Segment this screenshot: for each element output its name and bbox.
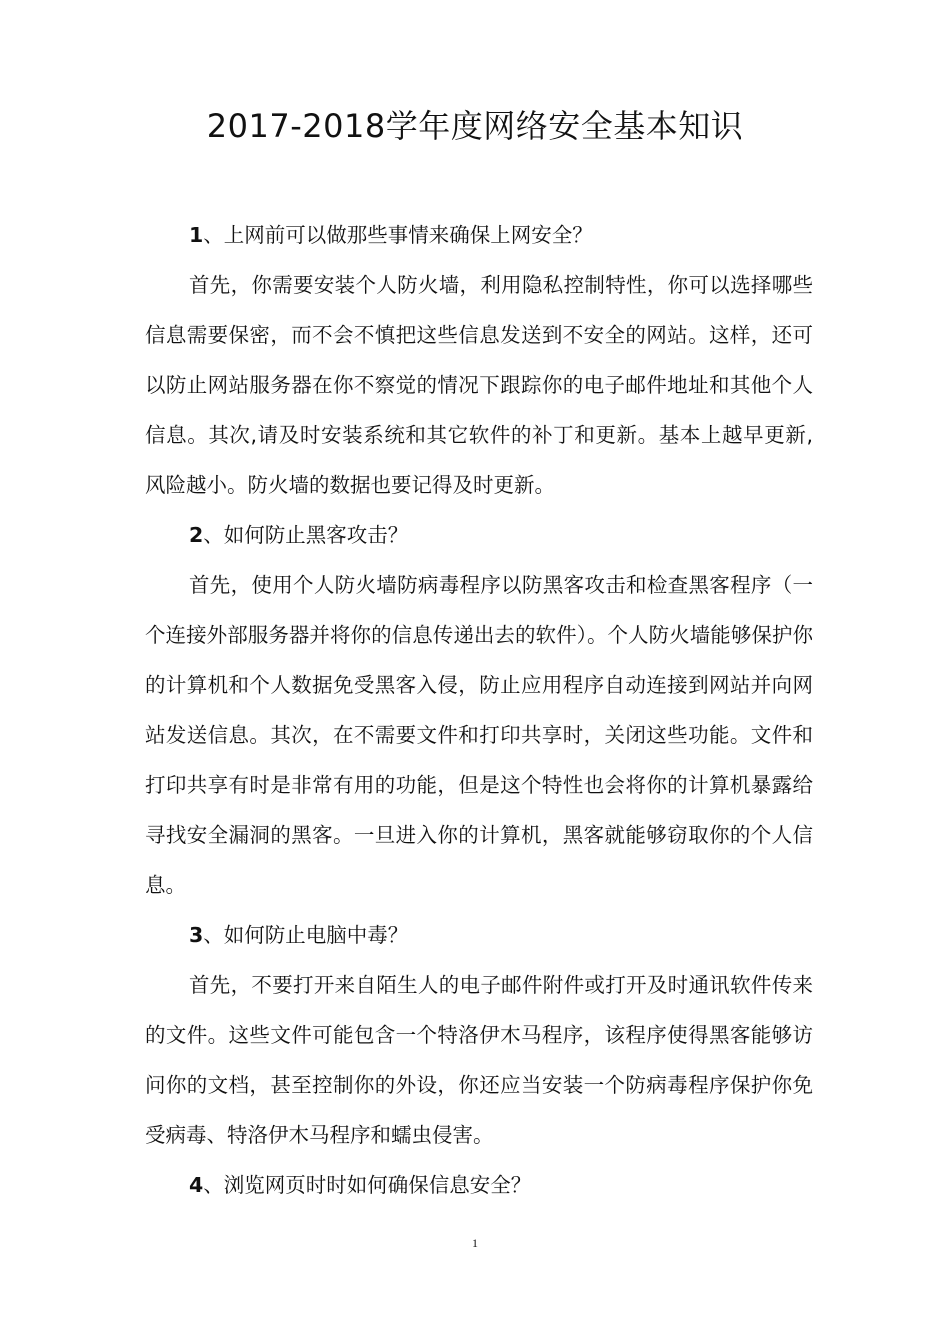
section-4-heading-text: 、浏览网页时时如何确保信息安全？ bbox=[203, 1173, 532, 1197]
page-number: 1 bbox=[472, 1236, 478, 1250]
section-2-heading bbox=[145, 510, 813, 560]
section-1-number: 1 bbox=[189, 223, 204, 247]
section-1-heading-text: 、上网前可以做那些事情来确保上网安全？ bbox=[203, 223, 593, 247]
section-3-number: 3 bbox=[189, 923, 204, 947]
section-4-number: 4 bbox=[189, 1173, 204, 1197]
section-2-paragraph: 首先，使用个人防火墙防病毒程序以防黑客攻击和检查黑客程序（一个连接外部服务器并将你的信息传递出去的软件）。个人防火墙能够保护你的计算机和个人数据免受黑客入侵，防止应用程序自动连接到网站并向网站发送信息。其次，在不需要文件和打印共享时，关闭这些功能。文件和打印共享有时是非常有用的功能，但是这个特性也会将你的计算机暴露给寻找安全漏洞的黑客。一旦进入你的计算机，黑客就能够窃取你的个人信息。 bbox=[145, 573, 813, 897]
section-3-heading bbox=[145, 910, 813, 960]
section-1-paragraph: 首先，你需要安装个人防火墙，利用隐私控制特性，你可以选择哪些信息需要保密，而不会不慎把这些信息发送到不安全的网站。这样，还可以防止网站服务器在你不察觉的情况下跟踪你的电子邮件地址和其他个人信息。其次,请及时安装系统和其它软件的补丁和更新。基本上越早更新,风险越小。防火墙的数据也要记得及时更新。 bbox=[145, 273, 813, 497]
section-2-number: 2 bbox=[189, 523, 204, 547]
section-1-heading bbox=[145, 210, 813, 260]
section-3-heading-text: 、如何防止电脑中毒？ bbox=[203, 923, 409, 947]
document-title: 2017-2018学年度网络安全基本知识 bbox=[206, 107, 744, 145]
section-4-heading bbox=[145, 1160, 813, 1210]
section-3-paragraph: 首先，不要打开来自陌生人的电子邮件附件或打开及时通讯软件传来的文件。这些文件可能包含一个特洛伊木马程序，该程序使得黑客能够访问你的文档，甚至控制你的外设，你还应当安装一个防病毒程序保护你免受病毒、特洛伊木马程序和蠕虫侵害。 bbox=[145, 973, 813, 1147]
document-body bbox=[145, 210, 813, 1210]
section-2-heading-text: 、如何防止黑客攻击？ bbox=[203, 523, 409, 547]
